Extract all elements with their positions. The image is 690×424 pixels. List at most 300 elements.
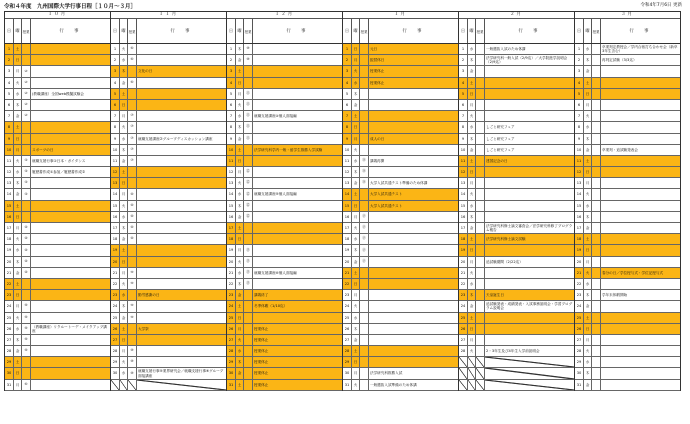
day-number: 5 (5, 89, 14, 99)
holiday-row (343, 44, 458, 55)
day-number: 7 (459, 111, 468, 121)
event-text (485, 357, 574, 367)
class-period (360, 189, 369, 199)
weekday: 金 (584, 301, 592, 311)
event-text (485, 380, 574, 390)
weekday: 金 (236, 134, 244, 144)
day-number: 13 (575, 178, 584, 188)
event-text (485, 111, 574, 121)
day-row (5, 178, 110, 189)
weekday: 火 (120, 357, 128, 367)
weekday: 日 (120, 178, 128, 188)
event-text: 授業休止 (253, 346, 342, 356)
holiday-row (575, 268, 680, 279)
weekday: 日 (14, 134, 22, 144)
holiday-row (343, 189, 458, 200)
day-row (111, 279, 226, 290)
day-number: 26 (5, 324, 14, 334)
day-row (575, 189, 680, 200)
class-period (476, 55, 485, 65)
day-row (227, 257, 342, 268)
weekday: 月 (236, 245, 244, 255)
event-text (369, 268, 458, 278)
day-number: 29 (575, 357, 584, 367)
event-text (253, 89, 342, 99)
class-period: ⑦ (128, 156, 137, 166)
event-text (369, 301, 458, 311)
weekday: 火 (468, 346, 476, 356)
day-row (459, 380, 574, 391)
day-number: 24 (343, 301, 352, 311)
period-header: 授業 (22, 19, 31, 43)
holiday-row (575, 245, 680, 256)
column-header-row (343, 19, 458, 44)
day-row (343, 301, 458, 312)
weekday: 金 (468, 223, 476, 233)
day-row (5, 156, 110, 167)
event-text (31, 234, 110, 244)
class-period: ⑬ (244, 279, 253, 289)
day-row (343, 324, 458, 335)
event-text (369, 290, 458, 300)
day-row (575, 201, 680, 212)
event-text: 講義終了 (253, 290, 342, 300)
weekday: 水 (236, 346, 244, 356)
holiday-row (343, 346, 458, 357)
day-number: 31 (5, 380, 14, 390)
event-text (137, 55, 226, 65)
weekday: 金 (584, 380, 592, 390)
day-number: 8 (111, 122, 120, 132)
day-row (343, 245, 458, 256)
holiday-row (5, 44, 110, 55)
class-period (22, 55, 31, 65)
event-text (253, 66, 342, 76)
day-number: 10 (459, 145, 468, 155)
day-row (227, 245, 342, 256)
event-text: 授業休止 (253, 335, 342, 345)
day-row (459, 134, 574, 145)
class-period: ⑩ (128, 368, 137, 378)
holiday-row (459, 78, 574, 89)
day-row (343, 167, 458, 178)
day-number: 2 (343, 55, 352, 65)
column-header-row (575, 19, 680, 44)
period-header: 授業 (244, 19, 253, 43)
day-number: 5 (111, 89, 120, 99)
month-column (227, 11, 343, 391)
holiday-row (459, 290, 574, 301)
holiday-row (5, 290, 110, 301)
class-period (244, 313, 253, 323)
day-number: 15 (227, 201, 236, 211)
event-text (601, 100, 680, 110)
column-header-row (5, 19, 110, 44)
event-text (601, 223, 680, 233)
day-row (575, 212, 680, 223)
weekday: 木 (14, 335, 22, 345)
holiday-row (227, 223, 342, 234)
day-row (459, 201, 574, 212)
holiday-row (343, 201, 458, 212)
weekday: 木 (14, 100, 22, 110)
weekday: 水 (236, 189, 244, 199)
weekday: 木 (236, 44, 244, 54)
weekday: 金 (236, 212, 244, 222)
day-number: 9 (575, 134, 584, 144)
day-row (459, 257, 574, 268)
class-period (592, 301, 601, 311)
event-text: 就職支援講座⑥個人面接編 (254, 270, 297, 275)
event-text (601, 324, 680, 334)
day-number (459, 368, 468, 378)
weekday: 土 (236, 145, 244, 155)
day-row (5, 245, 110, 256)
class-period (592, 279, 601, 289)
day-row (111, 234, 226, 245)
holiday-row (227, 346, 342, 357)
day-number: 30 (111, 368, 120, 378)
day-number: 13 (5, 178, 14, 188)
day-number: 11 (5, 156, 14, 166)
day-number: 7 (111, 111, 120, 121)
event-text: 法学研究科修士論文審査会／法学研究科修了プログラム報告 (486, 223, 573, 233)
weekday: 土 (352, 346, 360, 356)
day-row (343, 178, 458, 189)
class-period (476, 134, 485, 144)
class-period (244, 156, 253, 166)
event-text: 授業休止 (253, 324, 342, 334)
weekday: 火 (352, 223, 360, 233)
day-number: 31 (575, 380, 584, 390)
class-period (476, 301, 485, 311)
day-row (5, 335, 110, 346)
weekday: 日 (120, 257, 128, 267)
holiday-row (343, 357, 458, 368)
day-number: 14 (111, 189, 120, 199)
class-period (360, 201, 369, 211)
column-header-row (111, 19, 226, 44)
class-period (592, 134, 601, 144)
day-number: 6 (459, 100, 468, 110)
day-number: 17 (459, 223, 468, 233)
class-period (592, 189, 601, 199)
day-row (343, 335, 458, 346)
weekday: 土 (584, 156, 592, 166)
event-text (137, 245, 226, 255)
class-period (244, 368, 253, 378)
holiday-row (5, 55, 110, 66)
weekday: 金 (14, 268, 22, 278)
weekday: 火 (468, 189, 476, 199)
event-text (253, 122, 342, 132)
holiday-row (5, 201, 110, 212)
class-period: ⑬ (244, 245, 253, 255)
event-text: しごと研究フェア (486, 125, 515, 130)
event-text (137, 122, 226, 132)
event-text (601, 313, 680, 323)
weekday: 木 (352, 245, 360, 255)
day-number: 17 (5, 223, 14, 233)
weekday: 土 (468, 313, 476, 323)
holiday-row (227, 78, 342, 89)
day-number: 8 (343, 122, 352, 132)
day-number (111, 380, 120, 390)
class-period (592, 44, 601, 54)
weekday: 月 (14, 145, 22, 155)
day-row (575, 178, 680, 189)
weekday: 月 (14, 301, 22, 311)
weekday: 金 (120, 234, 128, 244)
day-row (5, 111, 110, 122)
weekday: 木 (468, 55, 476, 65)
day-number: 27 (111, 335, 120, 345)
day-number: 24 (111, 301, 120, 311)
weekday: 火 (236, 335, 244, 345)
weekday: 木 (120, 223, 128, 233)
class-period: ⑤ (22, 335, 31, 345)
holiday-row (5, 212, 110, 223)
weekday: 月 (120, 346, 128, 356)
day-number: 1 (5, 44, 14, 54)
day-number: 4 (459, 78, 468, 88)
holiday-row (227, 357, 342, 368)
holiday-row (459, 324, 574, 335)
weekday: 日 (236, 234, 244, 244)
day-number: 21 (5, 268, 14, 278)
day-row (5, 78, 110, 89)
month-header: ３月 (575, 11, 680, 19)
weekday: 日 (468, 167, 476, 177)
day-row (575, 346, 680, 357)
day-number: 6 (5, 100, 14, 110)
day-number: 16 (575, 212, 584, 222)
class-period: ⑥ (22, 380, 31, 390)
day-number: 27 (343, 335, 352, 345)
weekday: 土 (352, 111, 360, 121)
event-text (485, 279, 574, 289)
event-text: 建国記念の日 (485, 156, 574, 166)
class-period: ⑨ (128, 313, 137, 323)
day-row (343, 156, 458, 167)
day-number: 31 (227, 380, 236, 390)
weekday: 土 (236, 380, 244, 390)
weekday: 火 (468, 268, 476, 278)
event-text (601, 111, 680, 121)
event-text (369, 257, 458, 267)
event-text (253, 44, 342, 54)
day-number: 12 (575, 167, 584, 177)
day-row (575, 257, 680, 268)
event-text: 就職支援講座②グループディスカッション講座 (138, 136, 213, 141)
day-row (111, 145, 226, 156)
day-number: 5 (227, 89, 236, 99)
event-text (31, 279, 110, 289)
weekday-header: 曜 (352, 19, 360, 43)
month-header: ２月 (459, 11, 574, 19)
class-period: ⑪ (244, 122, 253, 132)
weekday: 日 (352, 279, 360, 289)
month-column (459, 11, 575, 391)
day-row (111, 346, 226, 357)
day-number: 27 (5, 335, 14, 345)
day-row (5, 313, 110, 324)
weekday-header: 曜 (468, 19, 476, 43)
event-text (137, 78, 226, 88)
day-number: 5 (575, 89, 584, 99)
weekday: 水 (120, 212, 128, 222)
event-text: 文化の日 (137, 66, 226, 76)
class-period: ④ (22, 245, 31, 255)
class-period (128, 100, 137, 110)
class-period: ⑤ (22, 313, 31, 323)
weekday: 金 (352, 100, 360, 110)
weekday: 火 (120, 122, 128, 132)
class-period: ③ (22, 156, 31, 166)
holiday-row (227, 156, 342, 167)
day-row (5, 301, 110, 312)
class-period (360, 78, 369, 88)
day-number: 10 (227, 145, 236, 155)
day-row (227, 44, 342, 55)
class-period (476, 78, 485, 88)
event-text (31, 301, 110, 311)
class-period (592, 380, 601, 390)
day-number: 18 (111, 234, 120, 244)
event-text (253, 55, 342, 65)
weekday-header: 曜 (584, 19, 592, 43)
class-period: ⑤ (22, 324, 31, 334)
event-text (485, 212, 574, 222)
event-text (253, 279, 342, 289)
day-number: 19 (5, 245, 14, 255)
weekday: 火 (352, 145, 360, 155)
day-number: 18 (227, 234, 236, 244)
day-number (459, 357, 468, 367)
weekday: 木 (468, 134, 476, 144)
day-number: 27 (575, 335, 584, 345)
class-period (360, 100, 369, 110)
holiday-row (343, 268, 458, 279)
weekday: 月 (352, 134, 360, 144)
class-period: ⑧ (128, 201, 137, 211)
day-row (5, 268, 110, 279)
day-row (575, 279, 680, 290)
event-text (31, 268, 110, 278)
holiday-row (227, 301, 342, 312)
weekday: 土 (468, 78, 476, 88)
period-header: 授業 (476, 19, 485, 43)
weekday: 日 (120, 100, 128, 110)
holiday-row (575, 167, 680, 178)
event-text: 冬季休暇（1/10迄） (253, 301, 342, 311)
day-row (459, 335, 574, 346)
class-period: ③ (22, 167, 31, 177)
day-row (459, 66, 574, 77)
day-number: 15 (111, 201, 120, 211)
class-period (22, 134, 31, 144)
event-text: しごと研究フェア (486, 136, 515, 141)
holiday-row (5, 122, 110, 133)
event-text (485, 100, 574, 110)
event-text: 卒業判定教授会／学内合宿打ち合わせ会（新卒3年生含む） (602, 44, 678, 54)
class-period (22, 44, 31, 54)
day-number: 25 (227, 313, 236, 323)
day-row (459, 212, 574, 223)
day-number: 30 (5, 368, 14, 378)
event-text (601, 212, 680, 222)
weekday: 月 (468, 100, 476, 110)
class-period: ⑦ (128, 145, 137, 155)
holiday-row (227, 290, 342, 301)
event-header: 行 事 (518, 29, 541, 34)
weekday: 火 (584, 346, 592, 356)
day-row (5, 223, 110, 234)
holiday-row (111, 89, 226, 100)
period-header: 授業 (360, 19, 369, 43)
event-text (369, 245, 458, 255)
class-period (22, 212, 31, 222)
weekday: 水 (120, 368, 128, 378)
class-period (244, 223, 253, 233)
day-header: 日 (343, 19, 352, 43)
day-number: 16 (343, 212, 352, 222)
event-text (369, 346, 458, 356)
weekday: 土 (14, 122, 22, 132)
day-number: 19 (575, 245, 584, 255)
class-period (128, 66, 137, 76)
day-row (111, 201, 226, 212)
event-text (137, 380, 226, 390)
day-number: 12 (111, 167, 120, 177)
day-number: 21 (343, 268, 352, 278)
weekday: 土 (584, 313, 592, 323)
weekday: 月 (584, 178, 592, 188)
day-row (227, 55, 342, 66)
event-text (485, 245, 574, 255)
event-text (601, 134, 680, 144)
day-number: 3 (111, 66, 120, 76)
day-number: 12 (5, 167, 14, 177)
weekday: 金 (120, 78, 128, 88)
month-column (4, 11, 111, 391)
weekday: 月 (584, 100, 592, 110)
class-period (476, 257, 485, 267)
event-text (137, 301, 226, 311)
day-row (343, 257, 458, 268)
weekday: 日 (468, 89, 476, 99)
month-column (575, 11, 681, 391)
weekday: 水 (352, 313, 360, 323)
day-number: 19 (227, 245, 236, 255)
event-text (369, 234, 458, 244)
class-period (244, 301, 253, 311)
weekday: 木 (14, 257, 22, 267)
class-period (592, 89, 601, 99)
weekday-header: 曜 (14, 19, 22, 43)
day-row (575, 44, 680, 55)
day-row (111, 212, 226, 223)
day-number: 12 (343, 167, 352, 177)
day-row (575, 100, 680, 111)
weekday: 日 (236, 156, 244, 166)
holiday-row (343, 66, 458, 77)
weekday: 月 (120, 111, 128, 121)
class-period (476, 357, 485, 367)
month-column (343, 11, 459, 391)
weekday: 金 (120, 313, 128, 323)
day-number: 24 (5, 301, 14, 311)
